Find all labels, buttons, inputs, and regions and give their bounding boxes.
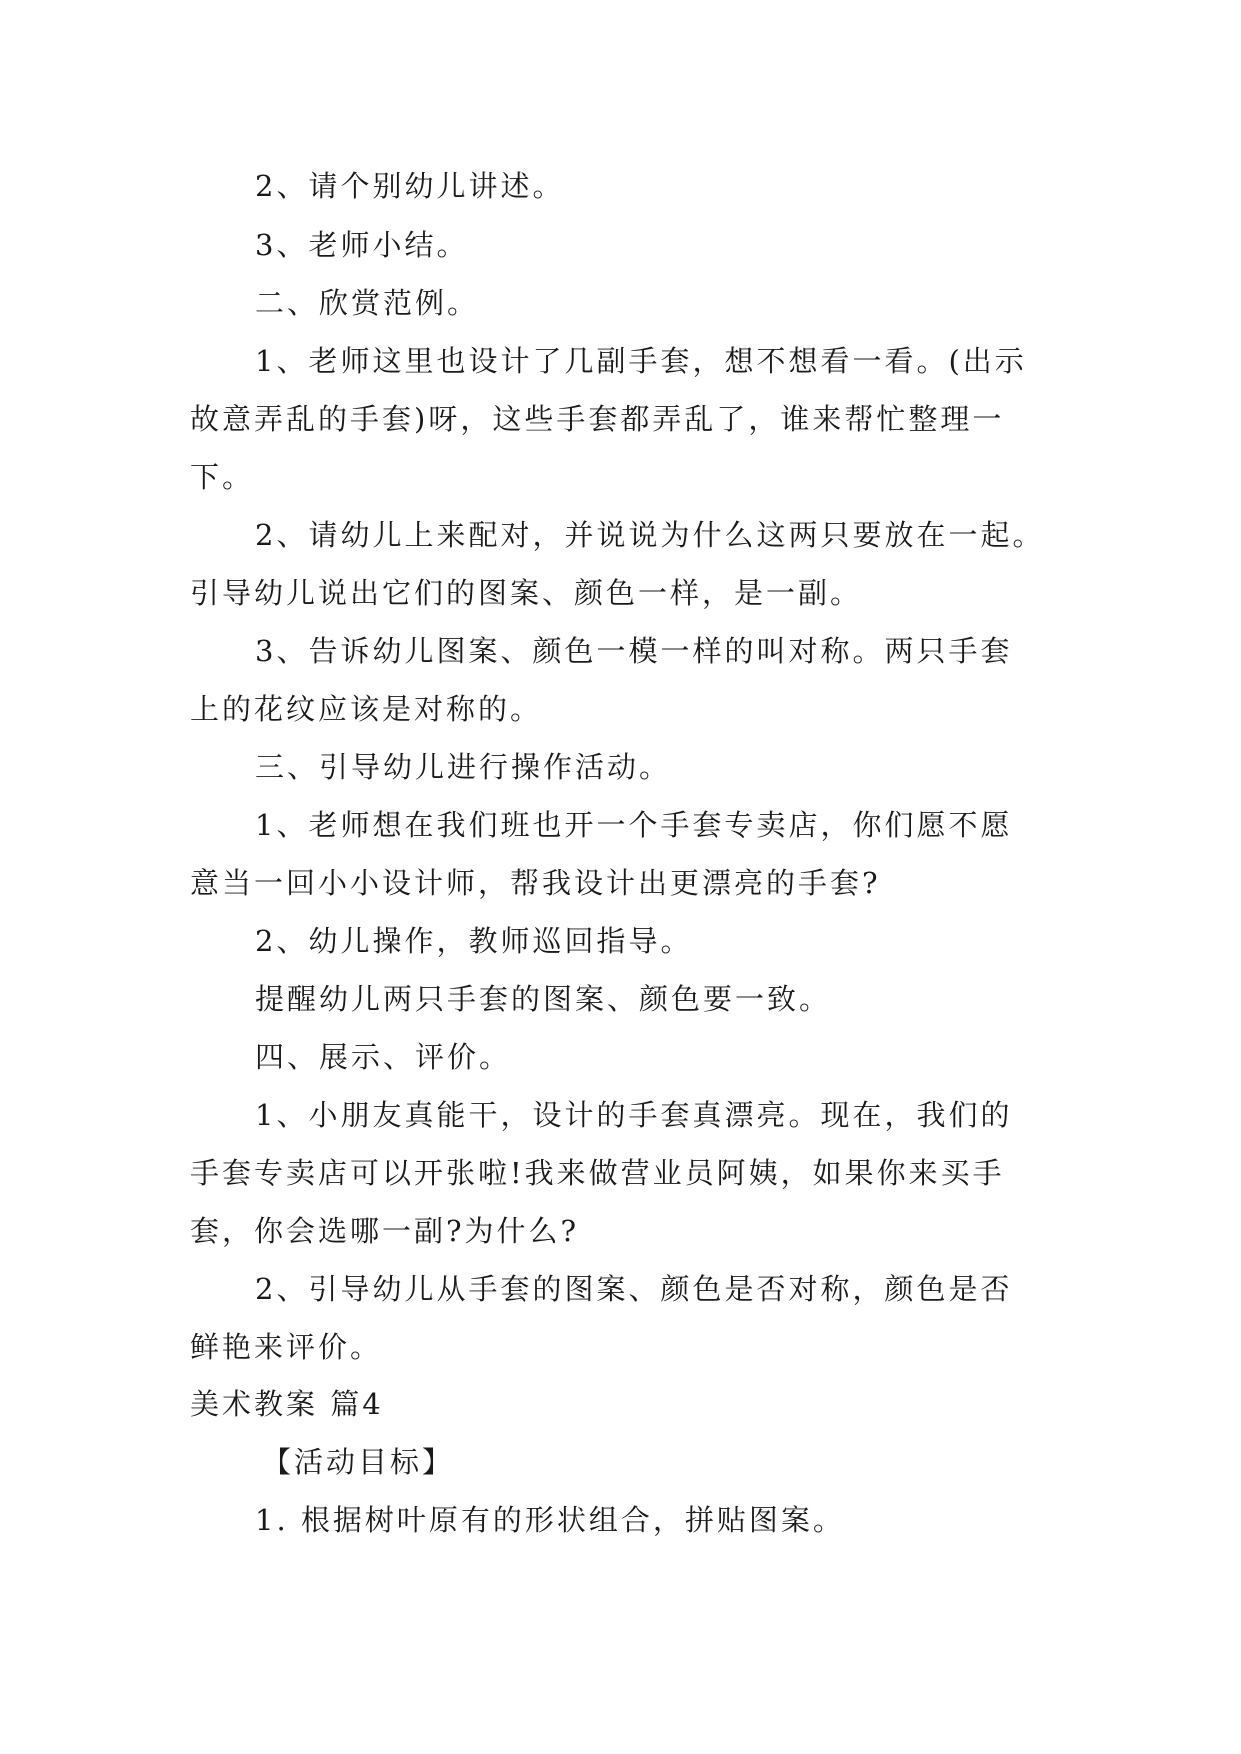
text-line: 1、老师这里也设计了几副手套，想不想看一看。(出示 <box>255 344 1027 378</box>
text-line: 2、请幼儿上来配对，并说说为什么这两只要放在一起。 <box>255 518 1045 552</box>
section-heading: 三、引导幼儿进行操作活动。 <box>255 750 672 784</box>
text-line: 套，你会选哪一副?为什么? <box>190 1214 580 1248</box>
text-line: 1、小朋友真能干，设计的手套真漂亮。现在，我们的 <box>255 1098 1013 1132</box>
text-line: 下。 <box>190 460 255 494</box>
text-line: 1. 根据树叶原有的形状组合，拼贴图案。 <box>255 1503 845 1537</box>
text-line: 手套专卖店可以开张啦!我来做营业员阿姨，如果你来买手 <box>190 1156 1005 1190</box>
text-line: 1、老师想在我们班也开一个手套专卖店，你们愿不愿 <box>255 808 1013 842</box>
section-heading: 四、展示、评价。 <box>255 1040 512 1074</box>
text-line: 上的花纹应该是对称的。 <box>190 692 543 726</box>
text-line: 故意弄乱的手套)呀，这些手套都弄乱了，谁来帮忙整理一 <box>190 402 1005 436</box>
text-line: 2、请个别幼儿讲述。 <box>255 169 565 203</box>
text-line: 3、老师小结。 <box>255 228 469 262</box>
activity-goal-heading: 【活动目标】 <box>262 1445 455 1479</box>
text-line: 鲜艳来评价。 <box>190 1330 383 1364</box>
lesson-title: 美术教案 篇4 <box>190 1387 384 1421</box>
text-line: 提醒幼儿两只手套的图案、颜色要一致。 <box>255 982 832 1016</box>
text-line: 2、引导幼儿从手套的图案、颜色是否对称，颜色是否 <box>255 1272 1013 1306</box>
text-line: 意当一回小小设计师，帮我设计出更漂亮的手套? <box>190 866 881 900</box>
text-line: 2、幼儿操作，教师巡回指导。 <box>255 924 693 958</box>
section-heading: 二、欣赏范例。 <box>255 286 480 320</box>
text-line: 引导幼儿说出它们的图案、颜色一样，是一副。 <box>190 576 863 610</box>
text-line: 3、告诉幼儿图案、颜色一模一样的叫对称。两只手套 <box>255 634 1013 668</box>
